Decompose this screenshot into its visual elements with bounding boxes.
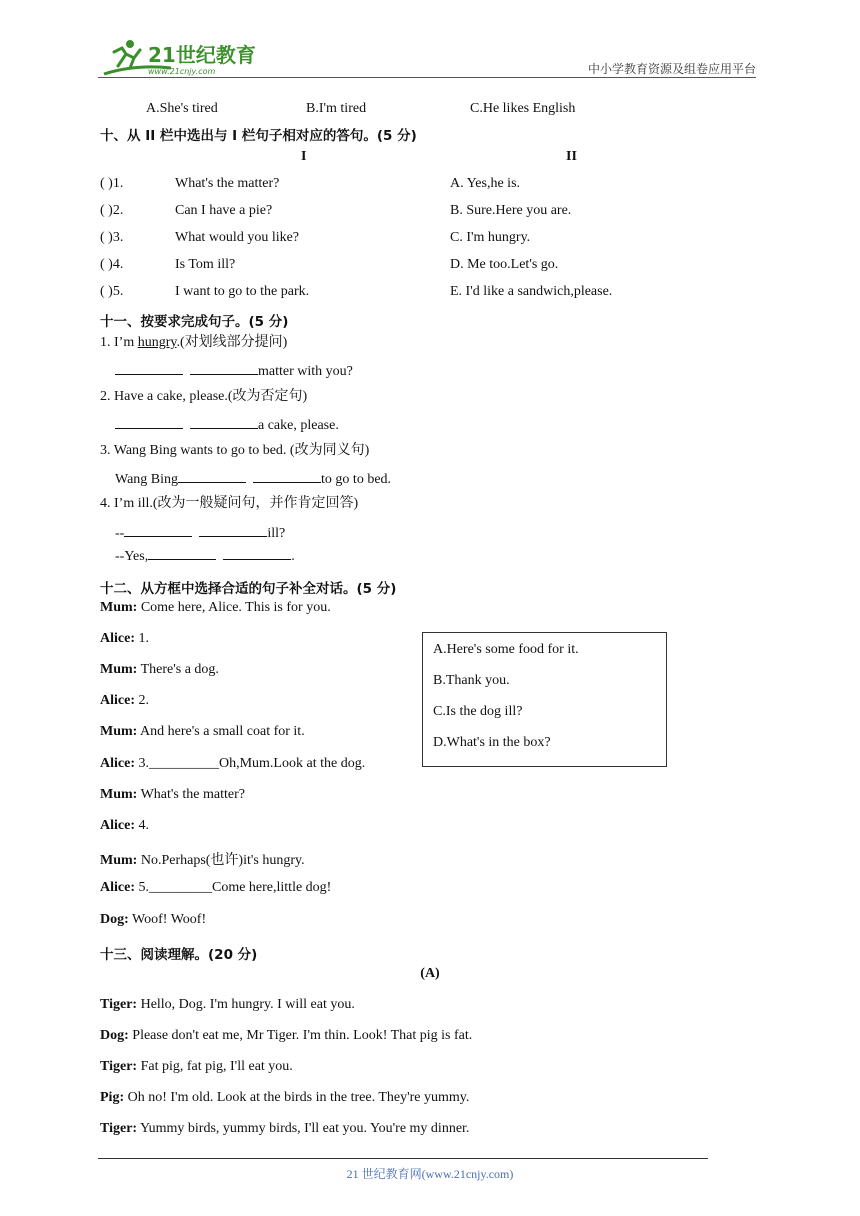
speaker: Alice: [100, 880, 135, 895]
sentence-q1 [100, 331, 287, 351]
dialog-text: No.Perhaps(也许)it's hungry. [137, 853, 305, 868]
match-answer: C. I'm hungry. [450, 230, 531, 245]
answer-blank[interactable]: ( )1. [100, 176, 124, 191]
fill-blank[interactable] [124, 524, 192, 537]
dialog-text: What's the matter? [137, 787, 245, 802]
q3-answer-end: to go to bed. [321, 472, 392, 487]
speaker: Mum: [100, 662, 138, 677]
q4-answer2-end: . [291, 549, 295, 564]
q1-instruction: .(对划线部分提问) [176, 335, 288, 350]
q2-answer-line [115, 416, 339, 434]
dialog-text: There's a dog. [137, 662, 219, 677]
q2-answer-end: a cake, please. [258, 418, 339, 433]
speaker: Alice: [100, 818, 135, 833]
dialog-line [100, 1028, 472, 1044]
speaker: Mum: [100, 600, 138, 615]
q1-prefix: 1. I’m [100, 335, 138, 350]
dialog-text: 1. [134, 631, 149, 646]
dialog-line [100, 818, 149, 834]
speaker: Tiger: [100, 997, 138, 1012]
q1-underlined-word: hungry [137, 335, 177, 350]
match-question: What would you like? [175, 230, 300, 245]
dialog-line [100, 997, 355, 1013]
q4-answer1-end: ill? [267, 526, 286, 541]
logo-url: www.21cnjy.com [148, 67, 216, 76]
section12-title: 十二、从方框中选择合适的句子补全对话。(5 分) [100, 581, 397, 597]
section13-title: 十三、阅读理解。(20 分) [100, 947, 258, 963]
q1-answer-line [115, 362, 353, 380]
dialog-line [100, 1059, 293, 1075]
q4-answer1-start: -- [115, 526, 125, 541]
fill-blank[interactable] [190, 362, 258, 375]
answer-blank[interactable]: ( )3. [100, 230, 124, 245]
header-divider [98, 77, 756, 78]
footer-divider [98, 1158, 708, 1159]
box-option-b: B.Thank you. [433, 673, 510, 688]
speaker: Pig: [100, 1090, 125, 1105]
match-question: I want to go to the park. [175, 284, 310, 299]
section10-title: 十、从 II 栏中选出与 I 栏句子相对应的答句。(5 分) [100, 128, 417, 144]
speaker: Mum: [100, 853, 138, 868]
sentence-q4: 4. I’m ill.(改为一般疑问句，并作肯定回答) [100, 496, 359, 511]
speaker: Alice: [100, 756, 135, 771]
dialog-text: And here's a small coat for it. [137, 724, 305, 739]
match-answer: D. Me too.Let's go. [450, 257, 559, 272]
dialog-text: 4. [134, 818, 149, 833]
q3-answer-start: Wang Bing [115, 472, 179, 487]
column-i-header: I [301, 149, 307, 164]
options-box [422, 632, 667, 767]
fill-blank[interactable] [115, 416, 183, 429]
dialog-line [100, 880, 331, 896]
dialog-line [100, 1121, 469, 1137]
dialog-text: Fat pig, fat pig, I'll eat you. [137, 1059, 293, 1074]
match-question: What's the matter? [175, 176, 280, 191]
q4-answer-line-2 [115, 547, 295, 565]
footer-link[interactable]: 21 世纪教育网(www.21cnjy.com) [346, 1167, 514, 1181]
match-question: Is Tom ill? [175, 257, 236, 272]
speaker: Dog: [100, 912, 129, 927]
section11-title: 十一、按要求完成句子。(5 分) [100, 314, 289, 330]
dialog-text: 3.__________Oh,Mum.Look at the dog. [134, 756, 366, 771]
prev-option-c: C.He likes English [470, 101, 576, 116]
dialog-line [100, 724, 305, 740]
box-option-c: C.Is the dog ill? [433, 704, 523, 719]
fill-blank[interactable] [199, 524, 267, 537]
speaker: Alice: [100, 631, 135, 646]
box-option-d: D.What's in the box? [433, 735, 551, 750]
dialog-line [100, 600, 331, 616]
dialog-text: 2. [134, 693, 149, 708]
column-ii-header: II [566, 149, 577, 164]
q4-answer2-start: --Yes, [115, 549, 149, 564]
dialog-text: Hello, Dog. I'm hungry. I will eat you. [137, 997, 355, 1012]
fill-blank[interactable] [115, 362, 183, 375]
dialog-line [100, 662, 219, 678]
speaker: Tiger: [100, 1059, 138, 1074]
dialog-line [100, 787, 245, 803]
q3-answer-line [115, 470, 391, 488]
dialog-line [100, 912, 206, 928]
speaker: Alice: [100, 693, 135, 708]
sentence-q2: 2. Have a cake, please.(改为否定句) [100, 389, 308, 404]
speaker: Mum: [100, 724, 138, 739]
dialog-text: 5._________Come here,little dog! [134, 880, 332, 895]
reading-part-label: (A) [420, 966, 440, 981]
dialog-line [100, 756, 365, 772]
match-answer: A. Yes,he is. [450, 176, 521, 191]
dialog-text: Woof! Woof! [128, 912, 207, 927]
q4-answer-line-1 [115, 524, 285, 542]
dialog-line [100, 631, 149, 647]
answer-blank[interactable]: ( )5. [100, 284, 124, 299]
dialog-line [100, 693, 149, 709]
dialog-line [100, 849, 305, 869]
fill-blank[interactable] [223, 547, 291, 560]
answer-blank[interactable]: ( )2. [100, 203, 124, 218]
prev-option-a: A.She's tired [146, 101, 218, 116]
speaker: Mum: [100, 787, 138, 802]
match-question: Can I have a pie? [175, 203, 273, 218]
dialog-text: Please don't eat me, Mr Tiger. I'm thin. Look! That pig is fat. [128, 1028, 473, 1043]
logo-text: 21世纪教育 [148, 43, 256, 67]
dialog-line [100, 1090, 469, 1106]
fill-blank[interactable] [190, 416, 258, 429]
speaker: Tiger: [100, 1121, 138, 1136]
site-logo [96, 34, 266, 80]
dialog-text: Come here, Alice. This is for you. [137, 600, 331, 615]
answer-blank[interactable]: ( )4. [100, 257, 124, 272]
sentence-q3: 3. Wang Bing wants to go to bed. (改为同义句) [100, 443, 370, 458]
fill-blank[interactable] [148, 547, 216, 560]
speaker: Dog: [100, 1028, 129, 1043]
box-option-a: A.Here's some food for it. [433, 642, 579, 657]
match-answer: E. I'd like a sandwich,please. [450, 284, 613, 299]
fill-blank[interactable] [178, 470, 246, 483]
fill-blank[interactable] [253, 470, 321, 483]
header-slogan: 中小学教育资源及组卷应用平台 [587, 62, 756, 76]
dialog-text: Yummy birds, yummy birds, I'll eat you. You're my dinner. [137, 1121, 470, 1136]
match-answer: B. Sure.Here you are. [450, 203, 572, 218]
q1-answer-end: matter with you? [258, 364, 353, 379]
prev-option-b: B.I'm tired [306, 101, 367, 116]
dialog-text: Oh no! I'm old. Look at the birds in the tree. They're yummy. [124, 1090, 470, 1105]
